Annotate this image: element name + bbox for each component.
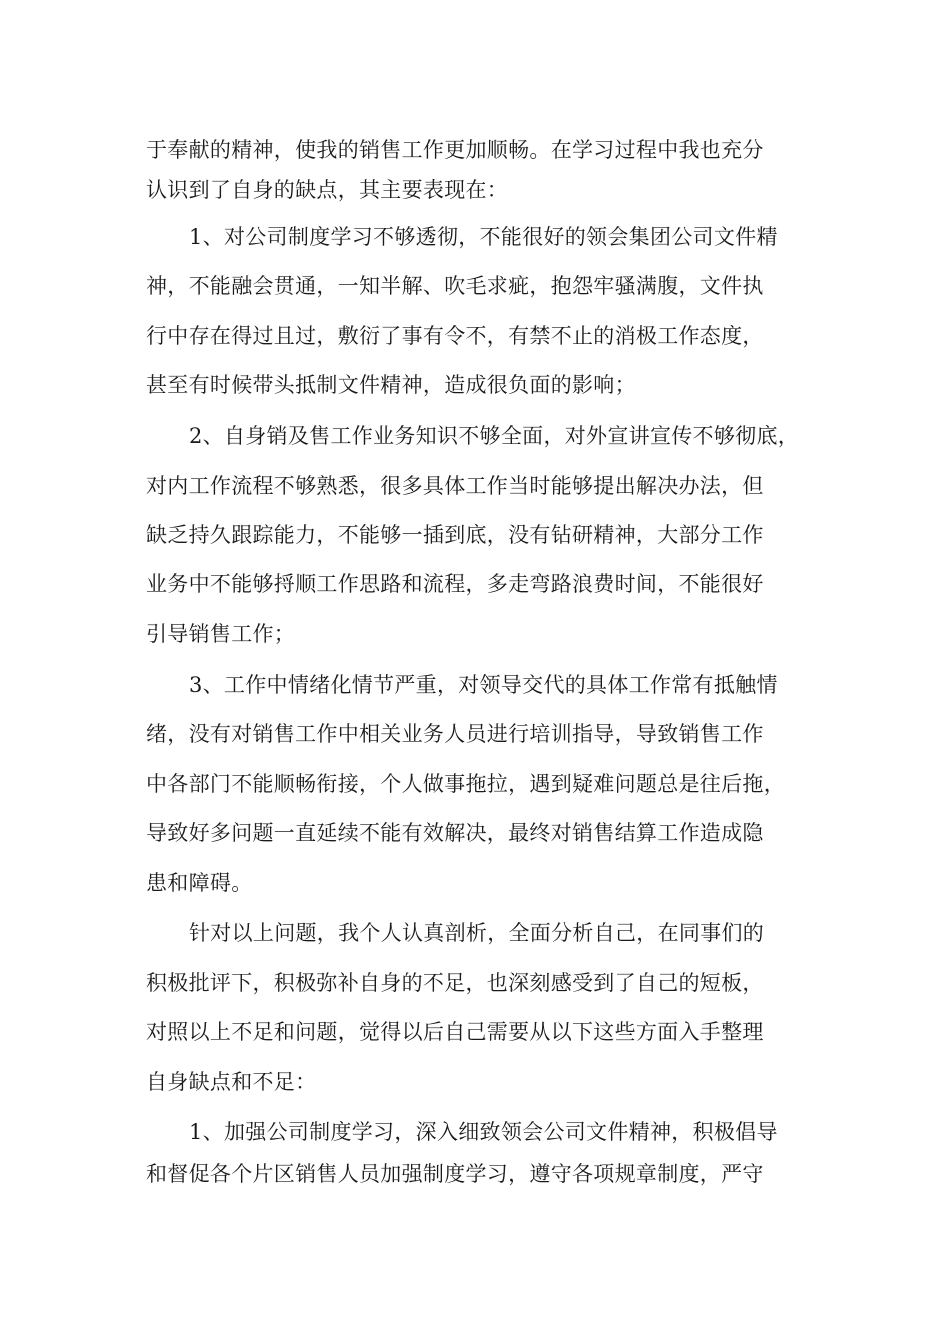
text-line: 对照以上不足和问题，觉得以后自己需要从以下这些方面入手整理 — [146, 1020, 764, 1044]
text-line: 认识到了自身的缺点，其主要表现在： — [146, 178, 509, 202]
paragraph-start-line: 1、对公司制度学习不够透彻，不能很好的领会集团公司文件精 — [189, 225, 778, 249]
text-line: 积极批评下，积极弥补自身的不足，也深刻感受到了自己的短板， — [146, 971, 764, 995]
text-line: 甚至有时候带头抵制文件精神，造成很负面的影响； — [146, 373, 636, 397]
text-line: 导致好多问题一直延续不能有效解决，最终对销售结算工作造成隐 — [146, 821, 764, 845]
text-line: 绪，没有对销售工作中相关业务人员进行培训指导，导致销售工作 — [146, 722, 764, 746]
text-line: 业务中不能够捋顺工作思路和流程，多走弯路浪费时间，不能很好 — [146, 572, 764, 596]
text-line: 和督促各个片区销售人员加强制度学习，遵守各项规章制度，严守 — [146, 1162, 764, 1186]
text-line: 自身缺点和不足： — [146, 1070, 317, 1094]
text-line: 缺乏持久跟踪能力，不能够一插到底，没有钻研精神，大部分工作 — [146, 523, 764, 547]
text-line: 行中存在得过且过，敷衍了事有令不，有禁不止的消极工作态度， — [146, 324, 764, 348]
text-line: 中各部门不能顺畅衔接，个人做事拖拉，遇到疑难问题总是往后拖， — [146, 772, 785, 796]
paragraph-start-line: 1、加强公司制度学习，深入细致领会公司文件精神，积极倡导 — [189, 1120, 778, 1144]
text-line: 于奉献的精神，使我的销售工作更加顺畅。在学习过程中我也充分 — [146, 138, 764, 162]
paragraph-start-line: 针对以上问题，我个人认真剖析，全面分析自己，在同事们的 — [189, 921, 765, 945]
text-line: 对内工作流程不够熟悉，很多具体工作当时能够提出解决办法，但 — [146, 474, 764, 498]
text-line: 神，不能融会贯通，一知半解、吹毛求疵，抱怨牢骚满腹，文件执 — [146, 274, 764, 298]
text-line: 患和障碍。 — [146, 871, 253, 895]
text-line: 引导销售工作； — [146, 622, 296, 646]
paragraph-start-line: 3、工作中情绪化情节严重，对领导交代的具体工作常有抵触情 — [189, 673, 778, 697]
paragraph-start-line: 2、自身销及售工作业务知识不够全面，对外宣讲宣传不够彻底， — [189, 424, 800, 448]
